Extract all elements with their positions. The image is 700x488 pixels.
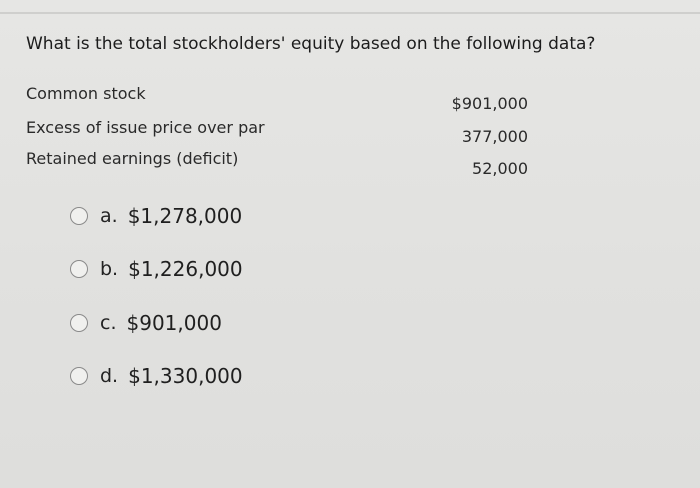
option-text-a: $1,278,000 bbox=[127, 204, 243, 228]
option-letter-d: d. bbox=[100, 365, 119, 387]
option-text-d: $1,330,000 bbox=[128, 364, 243, 388]
data-value-common-stock: $901,000 bbox=[451, 94, 528, 113]
option-d[interactable] bbox=[70, 364, 243, 388]
option-letter-a: a. bbox=[100, 205, 118, 227]
option-c[interactable] bbox=[70, 311, 222, 335]
data-label-excess-par: Excess of issue price over par bbox=[26, 118, 265, 137]
radio-button-a[interactable] bbox=[70, 207, 88, 225]
option-letter-c: c. bbox=[100, 312, 117, 334]
radio-button-c[interactable] bbox=[70, 314, 88, 332]
question-text: What is the total stockholders' equity based on the following data? bbox=[26, 34, 596, 54]
option-b[interactable] bbox=[70, 257, 243, 281]
data-label-common-stock: Common stock bbox=[26, 84, 146, 103]
radio-button-d[interactable] bbox=[70, 367, 88, 385]
data-label-retained-earnings: Retained earnings (deficit) bbox=[26, 149, 239, 168]
top-divider bbox=[0, 12, 700, 14]
option-text-c: $901,000 bbox=[126, 311, 222, 335]
radio-button-b[interactable] bbox=[70, 260, 88, 278]
data-value-excess-par: 377,000 bbox=[461, 127, 528, 146]
option-a[interactable] bbox=[70, 204, 242, 228]
option-text-b: $1,226,000 bbox=[128, 257, 243, 281]
option-letter-b: b. bbox=[100, 258, 119, 280]
data-value-retained-earnings: 52,000 bbox=[472, 159, 528, 178]
